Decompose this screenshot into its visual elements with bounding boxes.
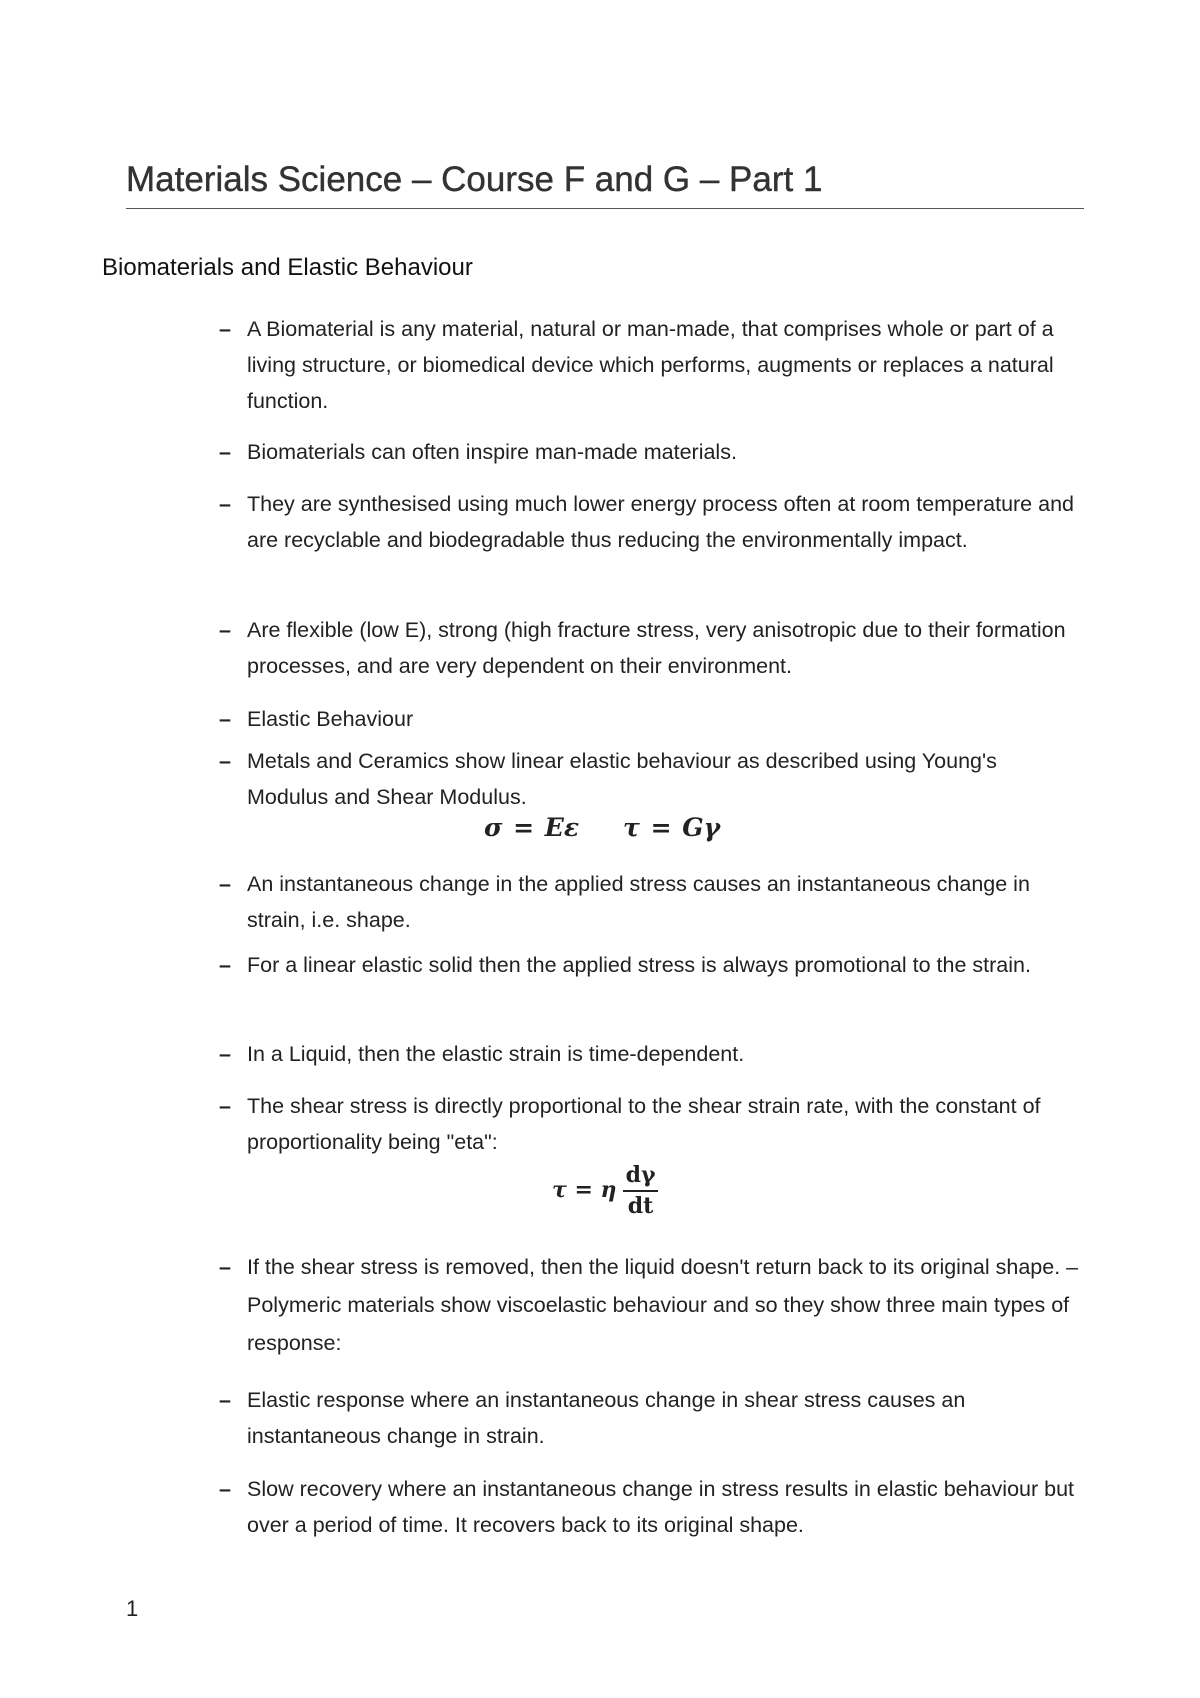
list-item-text: An instantaneous change in the applied stress causes an instantaneous change in strain, i.e. shape. — [247, 872, 1030, 932]
list-item — [219, 612, 1079, 684]
bullet-dash: – — [219, 618, 231, 642]
page-title: Materials Science – Course F and G – Part 1 — [126, 160, 1084, 209]
derivative-fraction — [623, 1162, 659, 1218]
list-item — [219, 1036, 1079, 1072]
bullet-dash: – — [219, 1388, 231, 1412]
equation-shear-stress: τ = Gγ — [623, 813, 721, 842]
list-item-text: Elastic Behaviour — [247, 707, 414, 731]
list-item-text: Slow recovery where an instantaneous change in stress results in elastic behaviour but over a period of time. It recovers back to its original shape. — [247, 1477, 1075, 1537]
section-heading: Biomaterials and Elastic Behaviour — [102, 254, 473, 281]
list-item-text: For a linear elastic solid then the applied stress is always promotional to the strain. — [247, 953, 1031, 977]
list-item-text: The shear stress is directly proportional to the shear strain rate, with the constant of proportionality being "eta": — [247, 1094, 1041, 1154]
viscosity-equation — [552, 1162, 658, 1218]
page-number: 1 — [126, 1596, 139, 1621]
bullet-dash: – — [219, 1255, 231, 1279]
bullet-dash: – — [219, 1094, 231, 1118]
fraction-numerator: dγ — [623, 1162, 659, 1192]
bullet-dash: – — [219, 440, 231, 464]
list-item-text: Are flexible (low E), strong (high fracture stress, very anisotropic due to their formation processes, and are very dependent on their environment. — [247, 618, 1066, 678]
list-item — [219, 1382, 1079, 1454]
bullet-dash: – — [219, 749, 231, 773]
list-item — [219, 866, 1079, 938]
list-item — [219, 1088, 1079, 1160]
list-item — [219, 1471, 1079, 1543]
list-item-text: A Biomaterial is any material, natural or man-made, that comprises whole or part of a living structure, or biomedical device which performs, augments or replaces a natural function. — [247, 317, 1054, 413]
list-item-text: They are synthesised using much lower energy process often at room temperature and are recyclable and biodegradable thus reducing the environmentally impact. — [247, 492, 1074, 552]
list-item — [219, 1248, 1079, 1362]
bullet-dash: – — [219, 317, 231, 341]
list-item — [219, 434, 1079, 470]
list-item-text: Elastic response where an instantaneous change in shear stress causes an instantaneous change in strain. — [247, 1388, 966, 1448]
bullet-dash: – — [219, 872, 231, 896]
list-item — [219, 947, 1079, 983]
list-item — [219, 311, 1079, 419]
hooke-equations — [484, 813, 720, 842]
list-item-text: Biomaterials can often inspire man-made materials. — [247, 440, 737, 464]
bullet-dash: – — [219, 1477, 231, 1501]
list-item — [219, 486, 1079, 558]
bullet-dash: – — [219, 1042, 231, 1066]
equation-normal-stress: σ = Eε — [484, 813, 580, 842]
bullet-dash: – — [219, 492, 231, 516]
bullet-dash: – — [219, 953, 231, 977]
list-item-text: Metals and Ceramics show linear elastic behaviour as described using Young's Modulus and Shear Modulus. — [247, 749, 997, 809]
list-item-text: If the shear stress is removed, then the liquid doesn't return back to its original shape. – Polymeric materials show viscoelastic behaviour and so they show three main types of response: — [247, 1255, 1079, 1355]
fraction-denominator: dt — [627, 1193, 654, 1219]
list-item-text: In a Liquid, then the elastic strain is time-dependent. — [247, 1042, 745, 1066]
list-item — [219, 743, 1079, 815]
bullet-dash: – — [219, 707, 231, 731]
equation-lhs: τ = η — [552, 1177, 617, 1203]
list-item — [219, 701, 1079, 737]
